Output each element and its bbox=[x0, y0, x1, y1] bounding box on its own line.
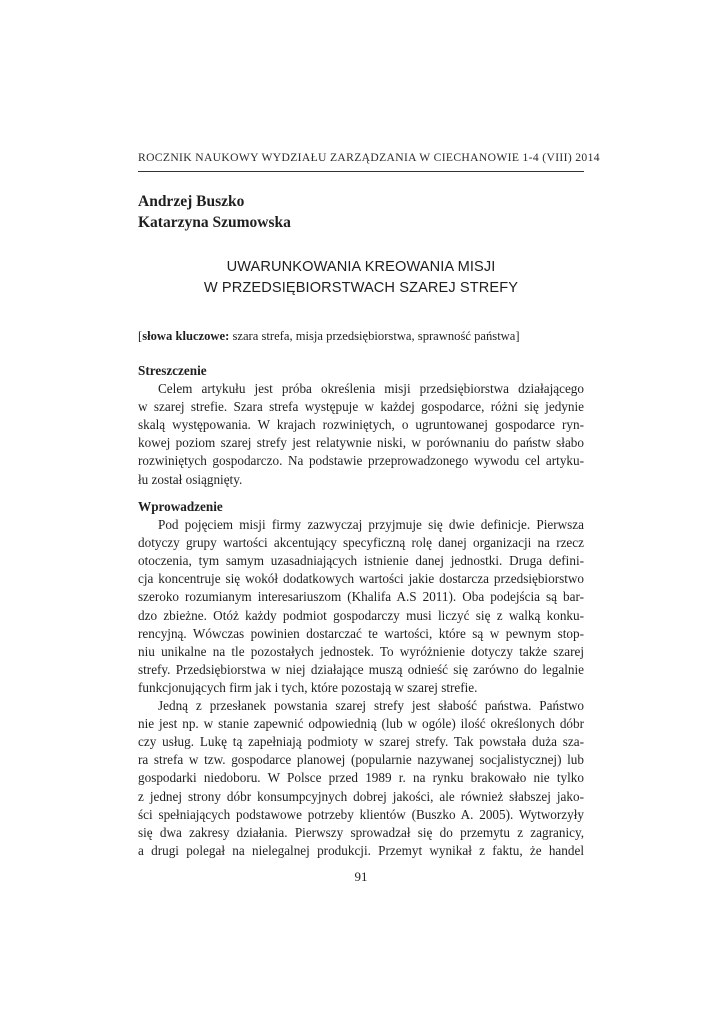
text-line: ści spełniających podstawowe potrzeby klientów (Buszko A. 2005). Wytworzyły bbox=[138, 806, 584, 822]
author-name: Andrzej Buszko bbox=[138, 193, 245, 210]
text-line: łu został osiągnięty. bbox=[138, 471, 243, 487]
text-line: Jedną z przesłanek powstania szarej strefy jest słabość państwa. Państwo bbox=[158, 698, 584, 714]
introduction-heading: Wprowadzenie bbox=[138, 499, 223, 514]
text-line: w szarej strefie. Szara strefa występuje w każdej gospodarce, różni się jedynie bbox=[138, 399, 584, 415]
text-line: czy usług. Lukę tą zapełniają podmioty w szarej strefy. Tak powstała duża sza- bbox=[138, 734, 584, 750]
article-title bbox=[138, 257, 584, 299]
text-line: rozwiniętych gospodarczo. Na podstawie przeprowadzonego wywodu cel artyku- bbox=[138, 453, 584, 469]
text-line: się dwa zakresy działania. Pierwszy sprowadzał się do przemytu z zagranicy, bbox=[138, 824, 584, 840]
text-line: gospodarki niedoboru. W Polsce przed 1989 r. na rynku brakowało nie tylko bbox=[138, 770, 584, 786]
introduction-section bbox=[138, 498, 584, 860]
text-line: Celem artykułu jest próba określenia misji przedsiębiorstwa działającego bbox=[158, 381, 584, 397]
text-line: strefy. Przedsiębiorstwa w niej działające muszą odnieść się zarówno do legalnie bbox=[138, 661, 584, 677]
text-line: kowej poziom szarej strefy jest relatywnie niski, w porównaniu do państw słabo bbox=[138, 435, 584, 451]
title-line: UWARUNKOWANIA KREOWANIA MISJI bbox=[226, 259, 496, 275]
running-head: ROCZNIK NAUKOWY WYDZIAŁU ZARZĄDZANIA W CIECHANOWIE 1-4 (VIII) 2014 bbox=[138, 151, 600, 164]
text-line: Pod pojęciem misji firmy zazwyczaj przyjmuje się dwie definicje. Pierwsza bbox=[158, 517, 584, 533]
abstract-section bbox=[138, 362, 584, 489]
keywords-open-bracket: [ bbox=[138, 329, 143, 343]
text-line: nie jest np. w stanie zapewnić odpowiednią (lub w ogóle) ilość określonych dóbr bbox=[138, 716, 584, 732]
text-line: a drugi polegał na nielegalnej produkcji. Przemyt wynikał z faktu, że handel bbox=[138, 842, 584, 858]
text-line: skalą występowania. W krajach rozwiniętych, o ugruntowanej gospodarce ryn- bbox=[138, 417, 584, 433]
text-line: ra strefa w tzw. gospodarce planowej (popularnie nazywanej socjalistycznej) lub bbox=[138, 752, 584, 768]
text-line: dotyczy grupy wartości akcentujący specyficzną rolę danej organizacji na rzecz bbox=[138, 535, 584, 551]
text-line: funkcjonujących firm jak i tych, które pozostają w szarej strefie. bbox=[138, 679, 478, 695]
author-list bbox=[138, 191, 291, 233]
title-line: W PRZEDSIĘBIORSTWACH SZAREJ STREFY bbox=[203, 280, 519, 296]
keywords-label: słowa kluczowe: bbox=[142, 329, 230, 343]
text-line: z jednej strony dóbr konsumpcyjnych dobrej jakości, ale również słabszej jako- bbox=[138, 788, 584, 804]
author-name: Katarzyna Szumowska bbox=[138, 214, 291, 231]
text-line: szeroko rozumianym interesariuszom (Khalifa A.S 2011). Oba podejścia są bar- bbox=[138, 589, 584, 605]
text-line: niu unikalne na tle pozostałych jednostek. To wyróżnienie dotyczy także szarej bbox=[138, 643, 584, 659]
text-line: rencyjną. Wówczas powinien dostarczać te wartości, które są w pewnym stop- bbox=[138, 625, 584, 641]
header-rule bbox=[138, 171, 584, 172]
text-line: otoczenia, tym samym uzasadniających istnienie danej jednostki. Druga defini- bbox=[138, 553, 584, 569]
text-line: dzo zbieżne. Otóż każdy podmiot gospodarczy musi liczyć się z walką konku- bbox=[138, 607, 584, 623]
keywords bbox=[138, 329, 520, 344]
keywords-text: szara strefa, misja przedsiębiorstwa, sprawność państwa] bbox=[229, 329, 520, 343]
text-line: cja koncentruje się wokół dodatkowych wartości jakie dostarcza przedsiębiorstwo bbox=[138, 571, 584, 587]
page-number: 91 bbox=[354, 869, 368, 884]
abstract-heading: Streszczenie bbox=[138, 363, 207, 378]
